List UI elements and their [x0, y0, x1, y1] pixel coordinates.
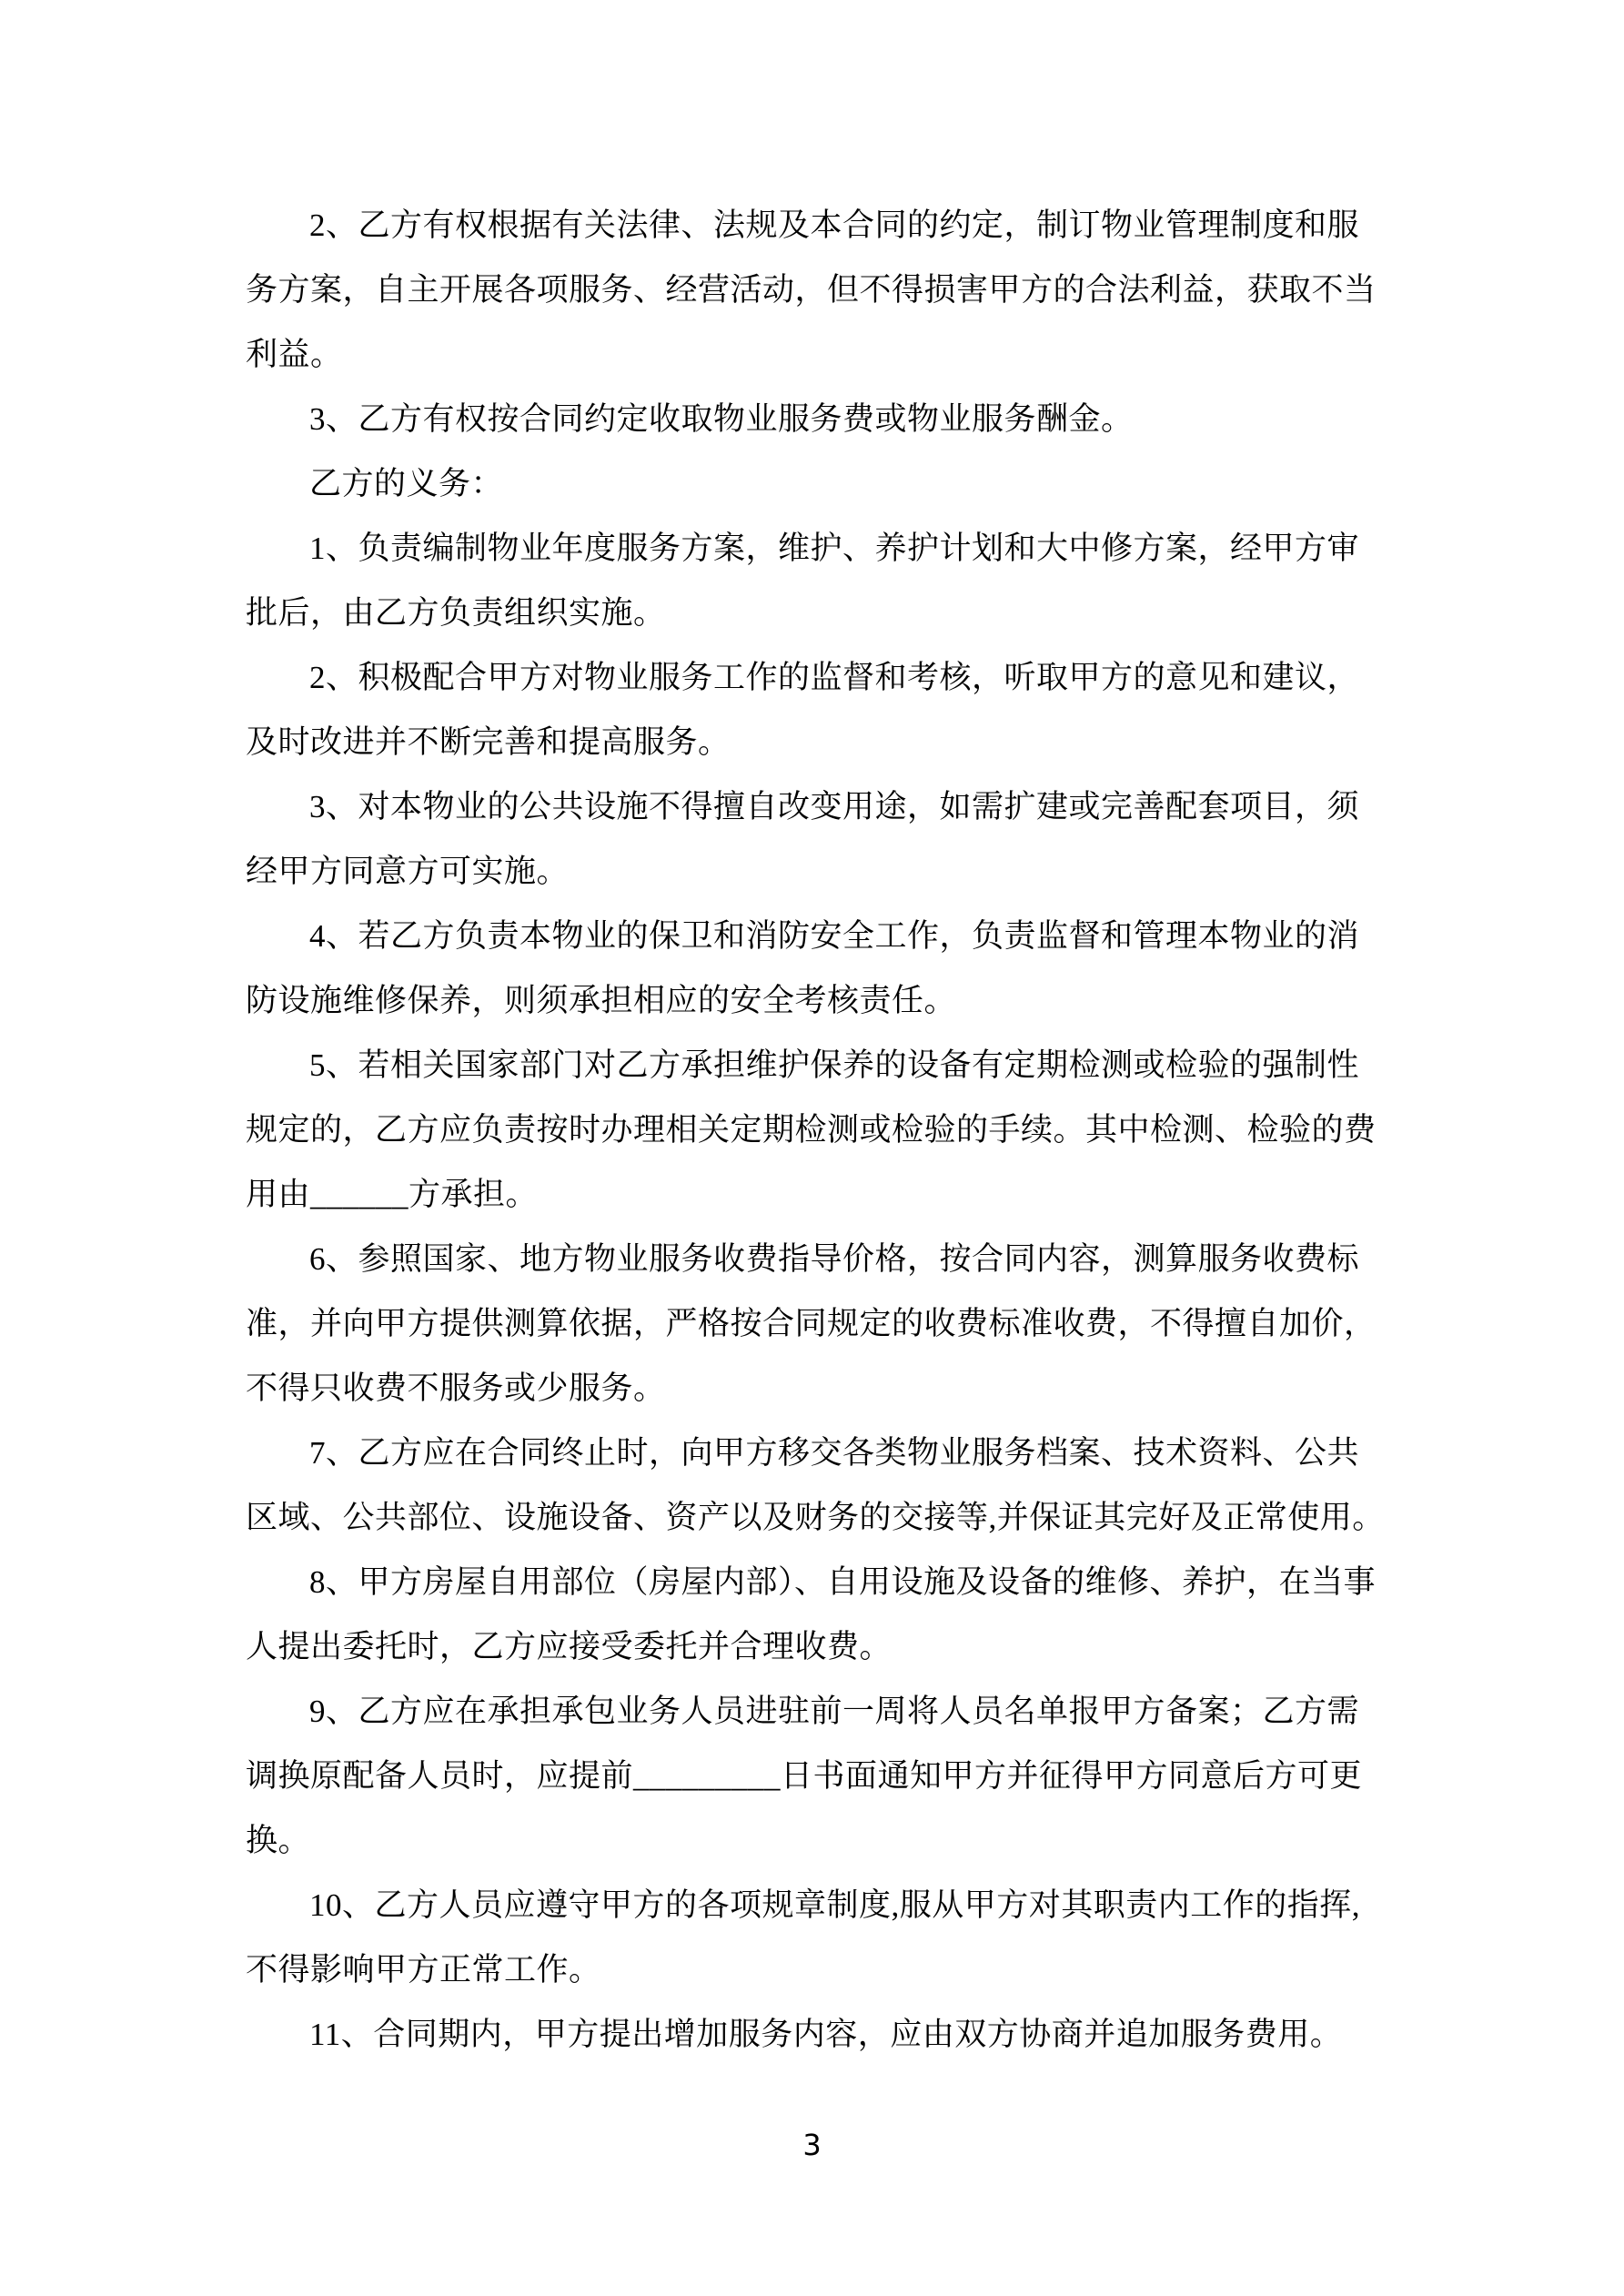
text-line: 人提出委托时，乙方应接受委托并合理收费。	[246, 1629, 893, 1664]
text-line: 区域、公共部位、设施设备、资产以及财务的交接等,并保证其完好及正常使用。	[246, 1500, 1385, 1535]
text-line: 8、甲方房屋自用部位（房屋内部）、自用设施及设备的维修、养护，在当事	[309, 1564, 1377, 1600]
text-line: 4、若乙方负责本物业的保卫和消防安全工作，负责监督和管理本物业的消	[309, 918, 1360, 954]
text-line: 规定的，乙方应负责按时办理相关定期检测或检验的手续。其中检测、检验的费	[246, 1112, 1377, 1148]
text-line: 3、乙方有权按合同约定收取物业服务费或物业服务酬金。	[309, 401, 1134, 437]
text-line-with-blank: 调换原配备人员时，应提前_________日书面通知甲方并征得甲方同意后方可更	[246, 1758, 1363, 1794]
text-line: 乙方的义务：	[309, 466, 504, 501]
text-line: 经甲方同意方可实施。	[246, 854, 570, 889]
text-line: 利益。	[246, 337, 343, 372]
text-line: 3、对本物业的公共设施不得擅自改变用途，如需扩建或完善配套项目，须	[309, 789, 1360, 824]
page-number: 3	[802, 2128, 822, 2162]
text-line: 防设施维修保养，则须承担相应的安全考核责任。	[246, 983, 957, 1018]
text-line: 换。	[246, 1823, 311, 1858]
text-line: 10、乙方人员应遵守甲方的各项规章制度,服从甲方对其职责内工作的指挥,	[309, 1887, 1361, 1923]
text-line: 2、积极配合甲方对物业服务工作的监督和考核，听取甲方的意见和建议，	[309, 660, 1360, 695]
text-line: 准，并向甲方提供测算依据，严格按合同规定的收费标准收费，不得擅自加价，	[246, 1306, 1377, 1341]
text-line: 5、若相关国家部门对乙方承担维护保养的设备有定期检测或检验的强制性	[309, 1047, 1360, 1083]
text-line: 及时改进并不断完善和提高服务。	[246, 724, 731, 760]
text-line-with-blank: 用由______方承担。	[246, 1177, 539, 1212]
text-line: 不得影响甲方正常工作。	[246, 1952, 601, 1988]
text-line: 6、参照国家、地方物业服务收费指导价格，按合同内容，测算服务收费标	[309, 1241, 1360, 1277]
text-line: 1、负责编制物业年度服务方案，维护、养护计划和大中修方案，经甲方审	[309, 531, 1360, 566]
text-line: 不得只收费不服务或少服务。	[246, 1371, 666, 1406]
text-line: 7、乙方应在合同终止时，向甲方移交各类物业服务档案、技术资料、公共	[309, 1435, 1360, 1471]
text-line: 11、合同期内，甲方提出增加服务内容，应由双方协商并追加服务费用。	[309, 2017, 1343, 2052]
contract-body	[246, 193, 1383, 2067]
text-line: 批后，由乙方负责组织实施。	[246, 595, 666, 631]
text-line: 2、乙方有权根据有关法律、法规及本合同的约定，制订物业管理制度和服	[309, 207, 1360, 243]
text-line: 9、乙方应在承担承包业务人员进驻前一周将人员名单报甲方备案；乙方需	[309, 1694, 1360, 1729]
text-line: 务方案，自主开展各项服务、经营活动，但不得损害甲方的合法利益，获取不当	[246, 272, 1377, 308]
